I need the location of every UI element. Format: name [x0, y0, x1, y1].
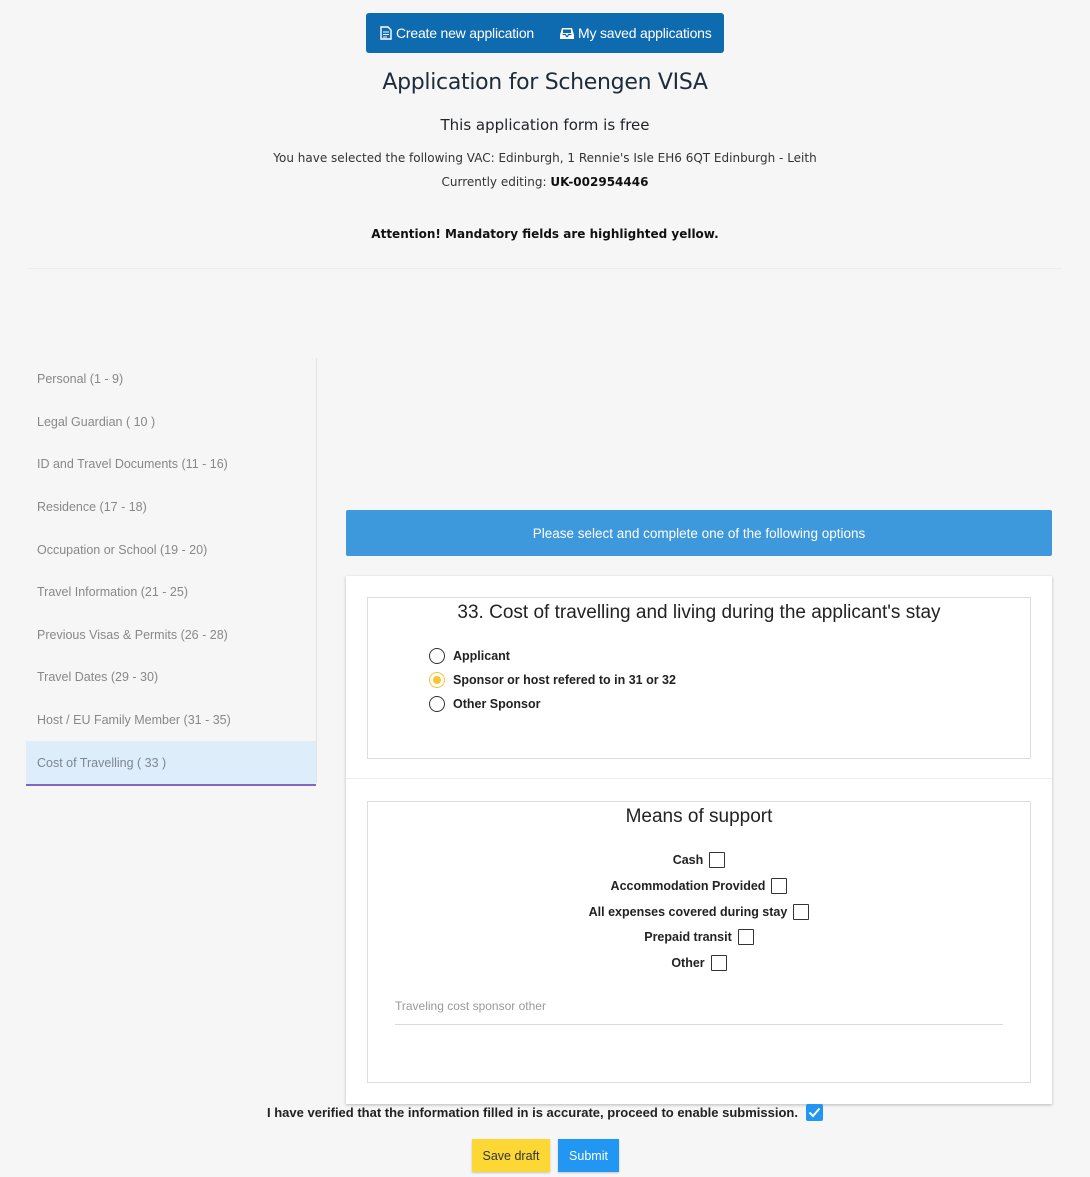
- sidebar-item-previous-visas[interactable]: Previous Visas & Permits (26 - 28): [37, 627, 228, 642]
- section-sidebar: [26, 358, 316, 786]
- inbox-icon: [560, 27, 574, 40]
- all-expenses-checkbox[interactable]: [793, 904, 809, 920]
- form-card: [346, 576, 1052, 1104]
- page-subtitle: This application form is free: [440, 116, 650, 134]
- checkbox-label: Other: [671, 956, 705, 970]
- document-icon: [380, 26, 392, 40]
- sidebar-item-residence[interactable]: Residence (17 - 18): [37, 500, 147, 515]
- verification-text: I have verified that the information filled in is accurate, proceed to enable submission.: [267, 1105, 798, 1120]
- accommodation-checkbox[interactable]: [771, 878, 787, 894]
- verification-row: [0, 1104, 1090, 1121]
- radio-applicant[interactable]: [429, 648, 510, 664]
- checkbox-row-all-expenses: [368, 904, 1030, 920]
- prepaid-transit-checkbox[interactable]: [738, 929, 754, 945]
- create-new-label: Create new application: [396, 25, 535, 41]
- submit-button[interactable]: Submit: [558, 1139, 619, 1172]
- sidebar-item-personal[interactable]: Personal (1 - 9): [37, 372, 124, 387]
- checkbox-row-other: [368, 955, 1030, 971]
- save-draft-button[interactable]: Save draft: [472, 1139, 550, 1172]
- create-new-application-button[interactable]: [366, 13, 546, 53]
- application-id: UK-002954446: [550, 175, 649, 189]
- input-placeholder: Traveling cost sponsor other: [395, 999, 546, 1013]
- attention-notice: Attention! Mandatory fields are highlighted yellow.: [371, 227, 719, 241]
- checkbox-row-prepaid-transit: [368, 929, 1030, 945]
- banner-text: Please select and complete one of the following options: [532, 525, 866, 541]
- radio-button-selected[interactable]: [429, 672, 445, 688]
- sidebar-item-legal-guardian[interactable]: Legal Guardian ( 10 ): [37, 414, 156, 429]
- radio-label: Sponsor or host refered to in 31 or 32: [453, 673, 676, 687]
- header-divider: [28, 268, 1062, 269]
- checkbox-label: All expenses covered during stay: [588, 905, 788, 919]
- radio-label: Other Sponsor: [453, 697, 541, 711]
- currently-editing: [0, 175, 1090, 189]
- vac-info: You have selected the following VAC: Edinburgh, 1 Rennie's Isle EH6 6QT Edinburgh - Leith: [273, 151, 817, 165]
- sidebar-item-travel-dates[interactable]: Travel Dates (29 - 30): [37, 670, 159, 685]
- radio-button[interactable]: [429, 648, 445, 664]
- radio-button[interactable]: [429, 696, 445, 712]
- checkbox-row-cash: [368, 852, 1030, 868]
- other-checkbox[interactable]: [711, 955, 727, 971]
- means-of-support-panel: [367, 801, 1031, 1083]
- checkmark-icon: [808, 1107, 821, 1118]
- cost-section-title: 33. Cost of travelling and living during the applicant's stay: [457, 602, 941, 623]
- sidebar-item-host-eu-family[interactable]: Host / EU Family Member (31 - 35): [37, 713, 231, 728]
- editing-label: Currently editing:: [441, 175, 547, 189]
- sidebar-item-cost-of-travelling[interactable]: Cost of Travelling ( 33 ): [26, 741, 316, 786]
- radio-sponsor-or-host[interactable]: [429, 672, 676, 688]
- application-button-group: [366, 13, 724, 53]
- sidebar-divider: [316, 358, 317, 783]
- checkbox-label: Cash: [672, 853, 704, 867]
- sidebar-item-id-travel-documents[interactable]: ID and Travel Documents (11 - 16): [37, 457, 228, 472]
- verification-checkbox[interactable]: [806, 1104, 823, 1121]
- radio-label: Applicant: [453, 649, 510, 663]
- checkbox-label: Prepaid transit: [644, 930, 732, 944]
- my-saved-applications-button[interactable]: [546, 13, 712, 53]
- cost-of-travelling-panel: [367, 597, 1031, 759]
- sidebar-item-travel-information[interactable]: Travel Information (21 - 25): [37, 585, 188, 600]
- checkbox-label: Accommodation Provided: [610, 879, 766, 893]
- my-saved-label: My saved applications: [578, 25, 712, 41]
- card-divider: [346, 778, 1052, 779]
- instruction-banner: [346, 510, 1052, 556]
- cash-checkbox[interactable]: [709, 852, 725, 868]
- radio-other-sponsor[interactable]: [429, 696, 541, 712]
- sidebar-item-occupation[interactable]: Occupation or School (19 - 20): [37, 542, 208, 557]
- sponsor-other-input[interactable]: [395, 992, 1003, 1025]
- support-section-title: Means of support: [625, 806, 773, 827]
- page-title: Application for Schengen VISA: [382, 70, 708, 95]
- checkbox-row-accommodation: [368, 878, 1030, 894]
